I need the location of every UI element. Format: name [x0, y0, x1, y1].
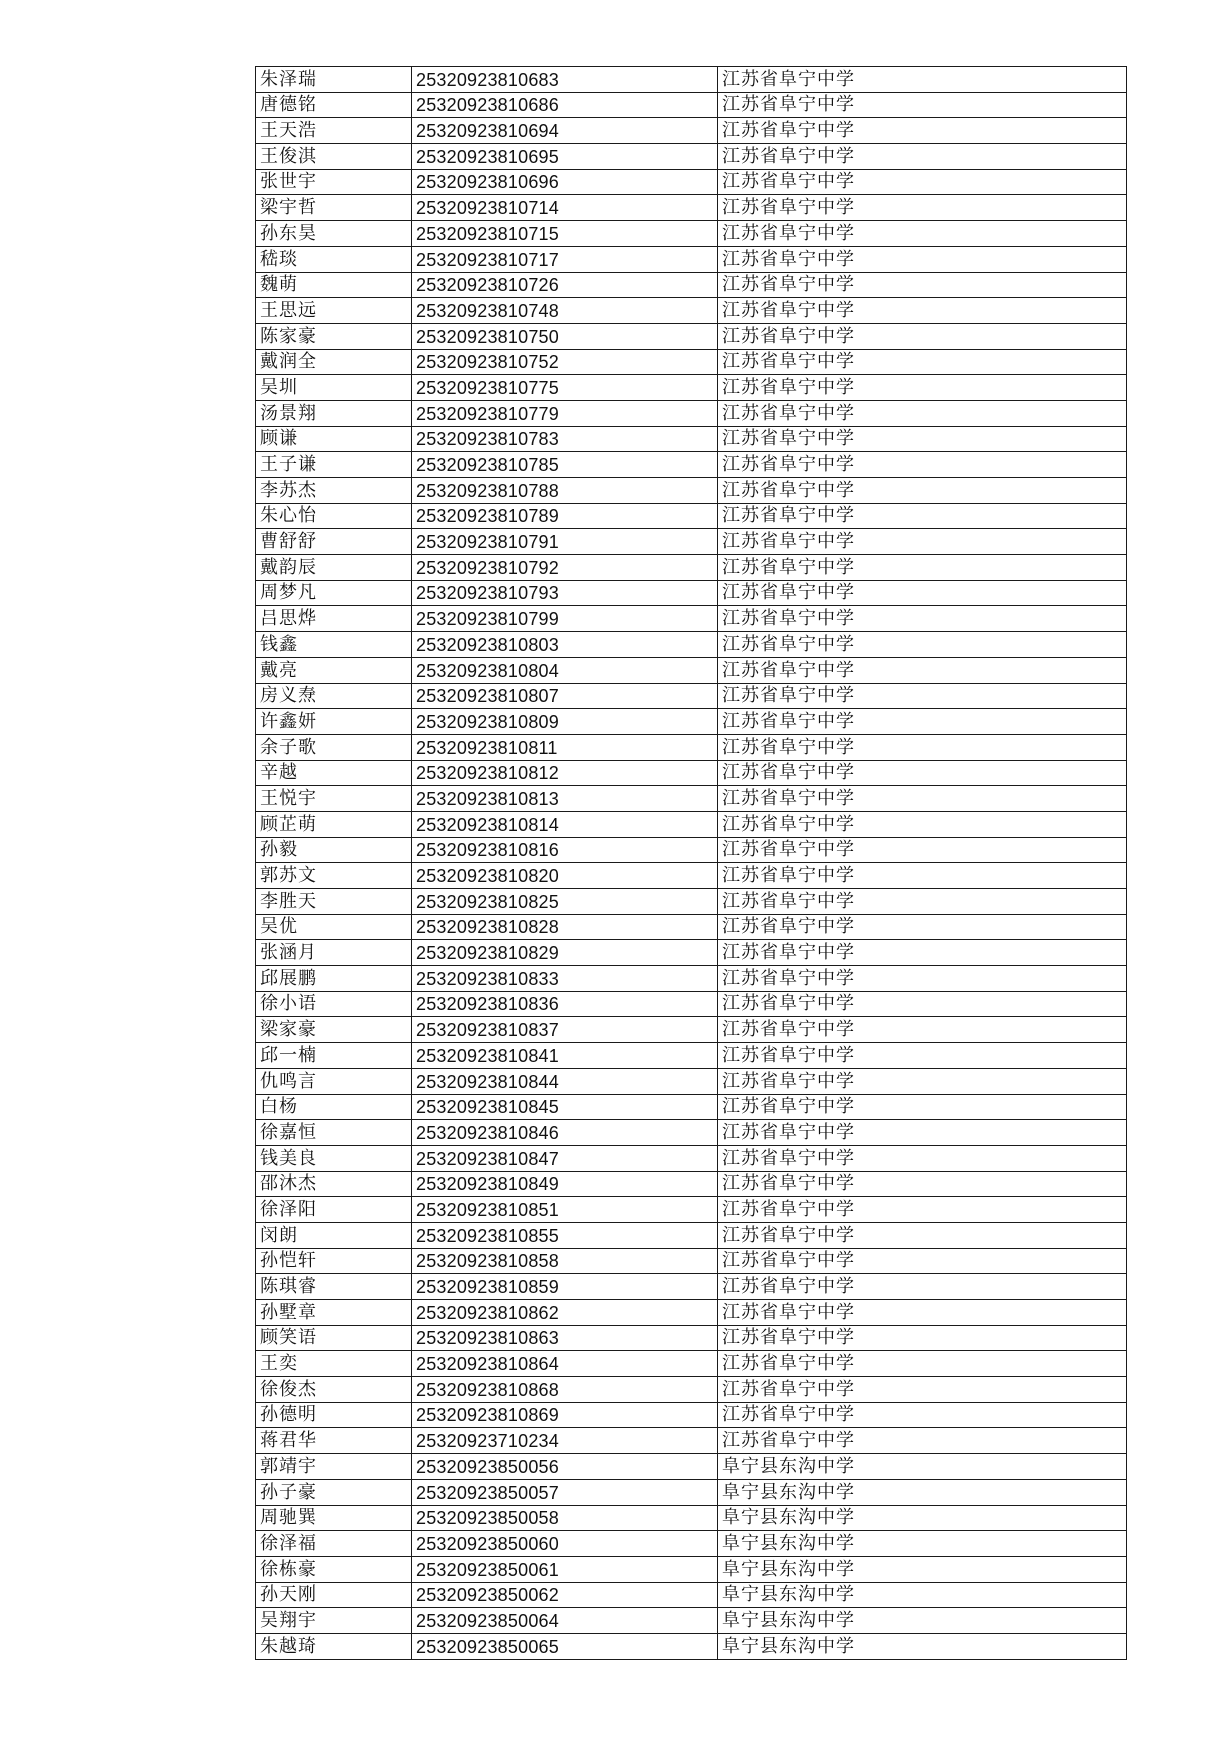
exam-number-cell: 25320923810820: [412, 863, 718, 889]
student-name-cell: 李胜天: [256, 889, 412, 915]
table-row: [256, 478, 1127, 504]
exam-number-cell: 25320923810841: [412, 1043, 718, 1069]
school-name-cell: 江苏省阜宁中学: [718, 169, 1127, 195]
school-name-cell: 江苏省阜宁中学: [718, 606, 1127, 632]
school-name-cell: 江苏省阜宁中学: [718, 323, 1127, 349]
student-name-cell: 余子歌: [256, 734, 412, 760]
table-row: [256, 606, 1127, 632]
school-name-cell: 江苏省阜宁中学: [718, 580, 1127, 606]
student-name-cell: 王奕: [256, 1351, 412, 1377]
table-row: [256, 1171, 1127, 1197]
school-name-cell: 江苏省阜宁中学: [718, 1274, 1127, 1300]
table-row: [256, 632, 1127, 658]
table-row: [256, 1582, 1127, 1608]
table-row: [256, 1377, 1127, 1403]
school-name-cell: 江苏省阜宁中学: [718, 221, 1127, 247]
table-row: [256, 683, 1127, 709]
exam-number-cell: 25320923850060: [412, 1531, 718, 1557]
student-name-cell: 郭靖宇: [256, 1454, 412, 1480]
exam-number-cell: 25320923810859: [412, 1274, 718, 1300]
school-name-cell: 江苏省阜宁中学: [718, 298, 1127, 324]
school-name-cell: 阜宁县东沟中学: [718, 1582, 1127, 1608]
exam-number-cell: 25320923810807: [412, 683, 718, 709]
student-name-cell: 郭苏文: [256, 863, 412, 889]
table-row: [256, 811, 1127, 837]
student-name-cell: 吕思烨: [256, 606, 412, 632]
school-name-cell: 江苏省阜宁中学: [718, 478, 1127, 504]
school-name-cell: 江苏省阜宁中学: [718, 914, 1127, 940]
school-name-cell: 江苏省阜宁中学: [718, 1428, 1127, 1454]
student-name-cell: 徐俊杰: [256, 1377, 412, 1403]
school-name-cell: 江苏省阜宁中学: [718, 1017, 1127, 1043]
table-row: [256, 221, 1127, 247]
student-name-cell: 陈琪睿: [256, 1274, 412, 1300]
student-name-cell: 魏萌: [256, 272, 412, 298]
exam-number-cell: 25320923850064: [412, 1608, 718, 1634]
table-row: [256, 298, 1127, 324]
student-name-cell: 陈家豪: [256, 323, 412, 349]
table-row: [256, 786, 1127, 812]
exam-number-cell: 25320923810869: [412, 1402, 718, 1428]
exam-number-cell: 25320923810849: [412, 1171, 718, 1197]
exam-number-cell: 25320923810799: [412, 606, 718, 632]
student-name-cell: 吴翔宇: [256, 1608, 412, 1634]
exam-number-cell: 25320923810813: [412, 786, 718, 812]
student-name-cell: 梁宇哲: [256, 195, 412, 221]
student-name-cell: 戴润全: [256, 349, 412, 375]
exam-number-cell: 25320923810717: [412, 246, 718, 272]
exam-number-cell: 25320923810714: [412, 195, 718, 221]
exam-number-cell: 25320923810858: [412, 1248, 718, 1274]
student-name-cell: 王思远: [256, 298, 412, 324]
school-name-cell: 江苏省阜宁中学: [718, 555, 1127, 581]
exam-number-cell: 25320923810844: [412, 1068, 718, 1094]
table-row: [256, 1505, 1127, 1531]
table-row: [256, 1428, 1127, 1454]
exam-number-cell: 25320923810868: [412, 1377, 718, 1403]
exam-number-cell: 25320923850058: [412, 1505, 718, 1531]
table-row: [256, 1068, 1127, 1094]
school-name-cell: 江苏省阜宁中学: [718, 272, 1127, 298]
exam-number-cell: 25320923810779: [412, 400, 718, 426]
table-row: [256, 195, 1127, 221]
school-name-cell: 江苏省阜宁中学: [718, 503, 1127, 529]
table-row: [256, 246, 1127, 272]
exam-number-cell: 25320923850061: [412, 1556, 718, 1582]
student-name-cell: 戴韵辰: [256, 555, 412, 581]
exam-number-cell: 25320923810803: [412, 632, 718, 658]
table-row: [256, 67, 1127, 93]
student-name-cell: 汤景翔: [256, 400, 412, 426]
school-name-cell: 江苏省阜宁中学: [718, 375, 1127, 401]
school-name-cell: 江苏省阜宁中学: [718, 452, 1127, 478]
exam-number-cell: 25320923810862: [412, 1300, 718, 1326]
student-name-cell: 曹舒舒: [256, 529, 412, 555]
exam-number-cell: 25320923810863: [412, 1325, 718, 1351]
table-row: [256, 452, 1127, 478]
school-name-cell: 江苏省阜宁中学: [718, 1248, 1127, 1274]
table-row: [256, 966, 1127, 992]
school-name-cell: 阜宁县东沟中学: [718, 1531, 1127, 1557]
exam-number-cell: 25320923810829: [412, 940, 718, 966]
exam-number-cell: 25320923810793: [412, 580, 718, 606]
student-name-cell: 孙天刚: [256, 1582, 412, 1608]
school-name-cell: 江苏省阜宁中学: [718, 349, 1127, 375]
exam-number-cell: 25320923810816: [412, 837, 718, 863]
student-name-cell: 邱一楠: [256, 1043, 412, 1069]
exam-number-cell: 25320923810695: [412, 144, 718, 170]
exam-number-cell: 25320923810694: [412, 118, 718, 144]
school-name-cell: 江苏省阜宁中学: [718, 1325, 1127, 1351]
student-name-cell: 周驰巽: [256, 1505, 412, 1531]
school-name-cell: 江苏省阜宁中学: [718, 632, 1127, 658]
student-name-cell: 徐泽阳: [256, 1197, 412, 1223]
exam-number-cell: 25320923810715: [412, 221, 718, 247]
exam-number-cell: 25320923810775: [412, 375, 718, 401]
student-name-cell: 闵朗: [256, 1222, 412, 1248]
student-name-cell: 顾笑语: [256, 1325, 412, 1351]
table-row: [256, 734, 1127, 760]
student-name-cell: 钱美良: [256, 1145, 412, 1171]
exam-number-cell: 25320923810846: [412, 1120, 718, 1146]
student-name-cell: 王天浩: [256, 118, 412, 144]
student-name-cell: 朱越琦: [256, 1633, 412, 1659]
school-name-cell: 阜宁县东沟中学: [718, 1608, 1127, 1634]
school-name-cell: 江苏省阜宁中学: [718, 1377, 1127, 1403]
school-name-cell: 江苏省阜宁中学: [718, 1402, 1127, 1428]
table-row: [256, 349, 1127, 375]
school-name-cell: 阜宁县东沟中学: [718, 1479, 1127, 1505]
table-row: [256, 991, 1127, 1017]
exam-number-cell: 25320923810696: [412, 169, 718, 195]
student-name-cell: 孙毅: [256, 837, 412, 863]
exam-number-cell: 25320923810847: [412, 1145, 718, 1171]
exam-number-cell: 25320923810833: [412, 966, 718, 992]
table-row: [256, 555, 1127, 581]
student-name-cell: 顾谦: [256, 426, 412, 452]
school-name-cell: 江苏省阜宁中学: [718, 529, 1127, 555]
student-name-cell: 朱心怡: [256, 503, 412, 529]
school-name-cell: 江苏省阜宁中学: [718, 1300, 1127, 1326]
table-row: [256, 529, 1127, 555]
table-row: [256, 1531, 1127, 1557]
school-name-cell: 江苏省阜宁中学: [718, 709, 1127, 735]
exam-number-cell: 25320923810785: [412, 452, 718, 478]
exam-number-cell: 25320923810686: [412, 92, 718, 118]
school-name-cell: 江苏省阜宁中学: [718, 426, 1127, 452]
exam-number-cell: 25320923810788: [412, 478, 718, 504]
school-name-cell: 江苏省阜宁中学: [718, 657, 1127, 683]
table-row: [256, 657, 1127, 683]
table-row: [256, 1094, 1127, 1120]
exam-number-cell: 25320923810837: [412, 1017, 718, 1043]
student-name-cell: 梁家豪: [256, 1017, 412, 1043]
roster-body: [256, 67, 1127, 1660]
table-row: [256, 1351, 1127, 1377]
school-name-cell: 阜宁县东沟中学: [718, 1505, 1127, 1531]
table-row: [256, 1274, 1127, 1300]
exam-number-cell: 25320923810811: [412, 734, 718, 760]
school-name-cell: 江苏省阜宁中学: [718, 683, 1127, 709]
exam-number-cell: 25320923810783: [412, 426, 718, 452]
student-name-cell: 辛越: [256, 760, 412, 786]
exam-number-cell: 25320923810864: [412, 1351, 718, 1377]
student-name-cell: 张世宇: [256, 169, 412, 195]
table-row: [256, 118, 1127, 144]
student-name-cell: 邱展鹏: [256, 966, 412, 992]
exam-number-cell: 25320923850057: [412, 1479, 718, 1505]
exam-number-cell: 25320923810750: [412, 323, 718, 349]
exam-number-cell: 25320923810726: [412, 272, 718, 298]
table-row: [256, 580, 1127, 606]
school-name-cell: 江苏省阜宁中学: [718, 144, 1127, 170]
exam-number-cell: 25320923810752: [412, 349, 718, 375]
student-name-cell: 钱鑫: [256, 632, 412, 658]
student-name-cell: 朱泽瑞: [256, 67, 412, 93]
school-name-cell: 江苏省阜宁中学: [718, 1171, 1127, 1197]
student-name-cell: 徐嘉恒: [256, 1120, 412, 1146]
school-name-cell: 江苏省阜宁中学: [718, 1068, 1127, 1094]
school-name-cell: 阜宁县东沟中学: [718, 1454, 1127, 1480]
table-row: [256, 1608, 1127, 1634]
student-name-cell: 吴圳: [256, 375, 412, 401]
student-name-cell: 张涵月: [256, 940, 412, 966]
student-name-cell: 孙德明: [256, 1402, 412, 1428]
exam-number-cell: 25320923810791: [412, 529, 718, 555]
school-name-cell: 江苏省阜宁中学: [718, 811, 1127, 837]
school-name-cell: 江苏省阜宁中学: [718, 1094, 1127, 1120]
table-row: [256, 1222, 1127, 1248]
school-name-cell: 江苏省阜宁中学: [718, 889, 1127, 915]
table-row: [256, 889, 1127, 915]
school-name-cell: 阜宁县东沟中学: [718, 1633, 1127, 1659]
student-name-cell: 嵇琰: [256, 246, 412, 272]
table-row: [256, 760, 1127, 786]
exam-number-cell: 25320923810814: [412, 811, 718, 837]
table-row: [256, 426, 1127, 452]
table-row: [256, 1479, 1127, 1505]
table-row: [256, 272, 1127, 298]
table-row: [256, 375, 1127, 401]
table-row: [256, 323, 1127, 349]
school-name-cell: 江苏省阜宁中学: [718, 1222, 1127, 1248]
exam-number-cell: 25320923850065: [412, 1633, 718, 1659]
student-name-cell: 周梦凡: [256, 580, 412, 606]
table-row: [256, 400, 1127, 426]
student-name-cell: 王子谦: [256, 452, 412, 478]
exam-number-cell: 25320923850056: [412, 1454, 718, 1480]
table-row: [256, 1300, 1127, 1326]
school-name-cell: 江苏省阜宁中学: [718, 400, 1127, 426]
student-name-cell: 白杨: [256, 1094, 412, 1120]
exam-number-cell: 25320923850062: [412, 1582, 718, 1608]
school-name-cell: 江苏省阜宁中学: [718, 940, 1127, 966]
school-name-cell: 江苏省阜宁中学: [718, 1197, 1127, 1223]
exam-number-cell: 25320923810683: [412, 67, 718, 93]
table-row: [256, 503, 1127, 529]
student-name-cell: 王俊淇: [256, 144, 412, 170]
student-name-cell: 李苏杰: [256, 478, 412, 504]
student-name-cell: 徐栋豪: [256, 1556, 412, 1582]
student-name-cell: 房义焘: [256, 683, 412, 709]
exam-number-cell: 25320923710234: [412, 1428, 718, 1454]
table-row: [256, 1120, 1127, 1146]
student-name-cell: 孙恺轩: [256, 1248, 412, 1274]
student-name-cell: 邵沐杰: [256, 1171, 412, 1197]
table-row: [256, 1454, 1127, 1480]
school-name-cell: 江苏省阜宁中学: [718, 92, 1127, 118]
table-row: [256, 144, 1127, 170]
table-row: [256, 1043, 1127, 1069]
table-row: [256, 837, 1127, 863]
school-name-cell: 江苏省阜宁中学: [718, 1120, 1127, 1146]
student-roster-table: [255, 66, 1127, 1660]
student-name-cell: 蒋君华: [256, 1428, 412, 1454]
table-row: [256, 1556, 1127, 1582]
table-row: [256, 1248, 1127, 1274]
school-name-cell: 江苏省阜宁中学: [718, 837, 1127, 863]
table-row: [256, 1633, 1127, 1659]
school-name-cell: 江苏省阜宁中学: [718, 67, 1127, 93]
table-row: [256, 1197, 1127, 1223]
exam-number-cell: 25320923810812: [412, 760, 718, 786]
student-name-cell: 孙东昊: [256, 221, 412, 247]
school-name-cell: 江苏省阜宁中学: [718, 786, 1127, 812]
exam-number-cell: 25320923810845: [412, 1094, 718, 1120]
exam-number-cell: 25320923810825: [412, 889, 718, 915]
exam-number-cell: 25320923810748: [412, 298, 718, 324]
exam-number-cell: 25320923810836: [412, 991, 718, 1017]
exam-number-cell: 25320923810851: [412, 1197, 718, 1223]
exam-number-cell: 25320923810855: [412, 1222, 718, 1248]
student-name-cell: 许鑫妍: [256, 709, 412, 735]
student-name-cell: 徐小语: [256, 991, 412, 1017]
table-row: [256, 1402, 1127, 1428]
school-name-cell: 江苏省阜宁中学: [718, 863, 1127, 889]
school-name-cell: 江苏省阜宁中学: [718, 1351, 1127, 1377]
exam-number-cell: 25320923810809: [412, 709, 718, 735]
table-row: [256, 709, 1127, 735]
exam-number-cell: 25320923810792: [412, 555, 718, 581]
student-name-cell: 戴亮: [256, 657, 412, 683]
school-name-cell: 江苏省阜宁中学: [718, 118, 1127, 144]
student-name-cell: 顾芷萌: [256, 811, 412, 837]
table-row: [256, 940, 1127, 966]
student-name-cell: 徐泽福: [256, 1531, 412, 1557]
table-row: [256, 169, 1127, 195]
exam-number-cell: 25320923810804: [412, 657, 718, 683]
table-row: [256, 92, 1127, 118]
exam-number-cell: 25320923810789: [412, 503, 718, 529]
school-name-cell: 江苏省阜宁中学: [718, 991, 1127, 1017]
school-name-cell: 江苏省阜宁中学: [718, 1043, 1127, 1069]
student-name-cell: 王悦宇: [256, 786, 412, 812]
table-row: [256, 863, 1127, 889]
exam-number-cell: 25320923810828: [412, 914, 718, 940]
school-name-cell: 江苏省阜宁中学: [718, 246, 1127, 272]
school-name-cell: 江苏省阜宁中学: [718, 1145, 1127, 1171]
school-name-cell: 江苏省阜宁中学: [718, 734, 1127, 760]
student-name-cell: 吴优: [256, 914, 412, 940]
school-name-cell: 江苏省阜宁中学: [718, 966, 1127, 992]
student-name-cell: 孙子豪: [256, 1479, 412, 1505]
table-row: [256, 1017, 1127, 1043]
table-row: [256, 1145, 1127, 1171]
table-row: [256, 1325, 1127, 1351]
student-name-cell: 唐德铭: [256, 92, 412, 118]
school-name-cell: 江苏省阜宁中学: [718, 760, 1127, 786]
student-name-cell: 仇鸣言: [256, 1068, 412, 1094]
school-name-cell: 江苏省阜宁中学: [718, 195, 1127, 221]
table-row: [256, 914, 1127, 940]
school-name-cell: 阜宁县东沟中学: [718, 1556, 1127, 1582]
student-name-cell: 孙墅章: [256, 1300, 412, 1326]
